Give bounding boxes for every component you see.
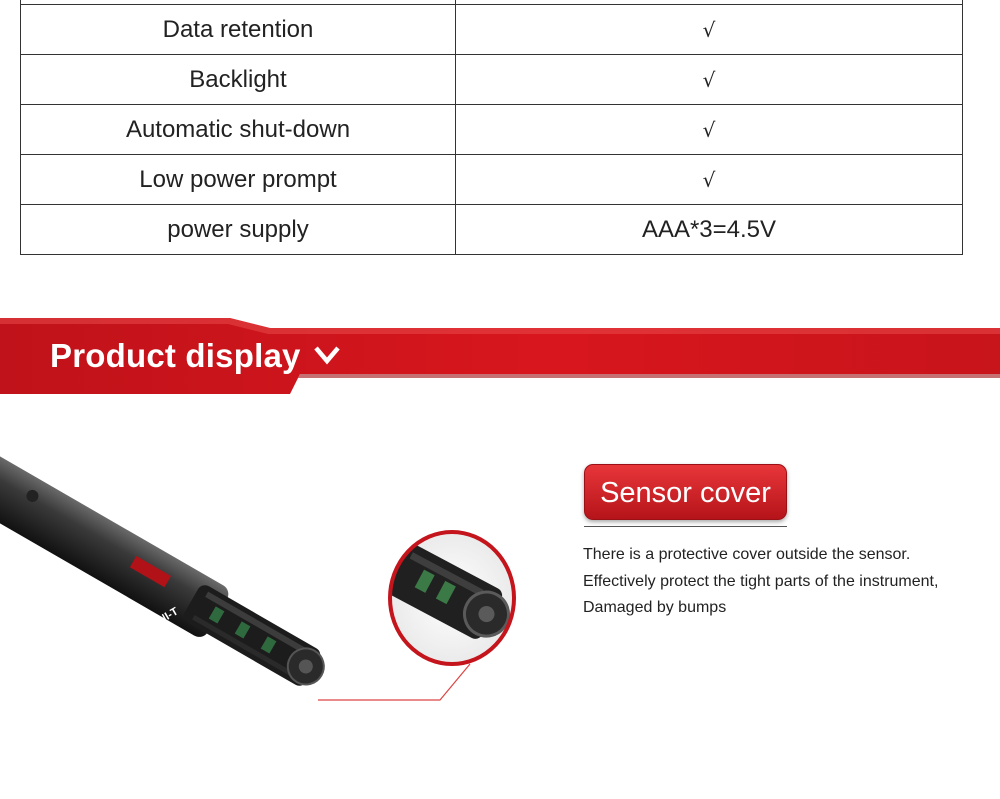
description-line: Damaged by bumps <box>583 599 727 616</box>
feature-cell: Backlight <box>21 55 456 105</box>
section-title: Product display <box>50 337 301 374</box>
probe-image <box>0 455 340 735</box>
probe-brand-label: UNI-T <box>149 605 181 631</box>
check-cell: √ <box>456 5 963 55</box>
value-cell: AAA*3=4.5V <box>456 205 963 255</box>
feature-label-badge: Sensor cover <box>584 464 787 520</box>
feature-cell: Automatic shut-down <box>21 105 456 155</box>
divider <box>584 526 787 527</box>
description-line: Effectively protect the tight parts of the instrument, <box>583 572 939 590</box>
feature-cell: Data retention <box>21 5 456 55</box>
feature-cell: power supply <box>21 205 456 255</box>
check-cell: √ <box>456 55 963 105</box>
sensor-zoom-circle <box>386 528 518 668</box>
check-cell: √ <box>456 105 963 155</box>
feature-cell: Low power prompt <box>21 155 456 205</box>
description-line: There is a protective cover outside the sensor. <box>583 546 911 563</box>
check-cell: √ <box>456 155 963 205</box>
feature-description <box>583 542 993 622</box>
